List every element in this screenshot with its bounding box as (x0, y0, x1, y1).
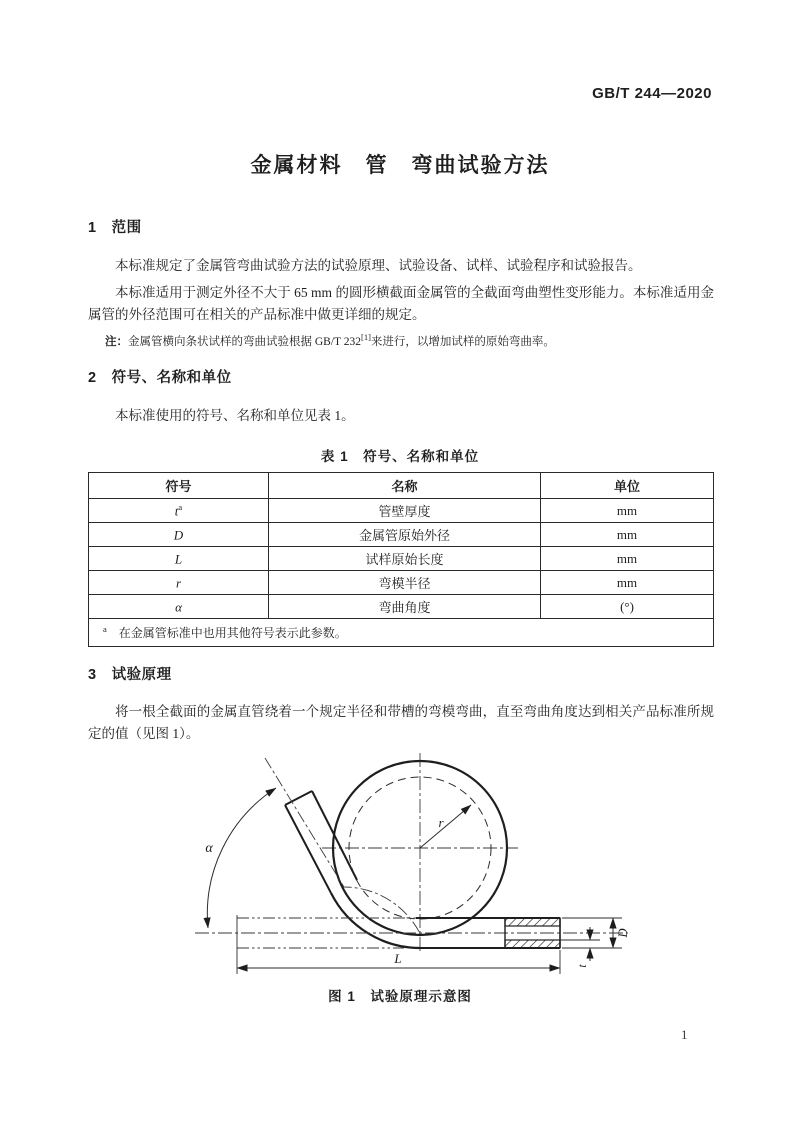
table-row: D 金属管原始外径 mm (89, 523, 714, 547)
table-footnote-row: $^a$ 在金属管标准中也用其他符号表示此参数。 (89, 619, 714, 647)
radius-label: r (438, 815, 444, 830)
col-header-name: 名称 (269, 473, 541, 499)
bend-angle-label: α (205, 841, 213, 856)
standard-code: GB/T 244—2020 (592, 85, 712, 102)
pipe-leg-outer-edge (285, 805, 331, 893)
section-3-paragraph: 将一根全截面的金属直管绕着一个规定半径和带槽的弯模弯曲，直至弯曲角度达到相关产品标准所规定的值（见图 1）。 (88, 704, 714, 741)
table-header-row (89, 473, 714, 499)
table-1-caption: 表 1 符号、名称和单位 (320, 449, 480, 464)
figure-1-bend-test-diagram (0, 745, 800, 985)
pipe-section-top-wall (505, 918, 560, 926)
footnote-marker: a (103, 624, 107, 634)
section-2-paragraph: 本标准使用的符号、名称和单位见表 1。 (115, 408, 355, 423)
table-row: α 弯曲角度 (°) (89, 595, 714, 619)
note-label: 注： (105, 335, 128, 348)
col-header-unit: 单位 (541, 473, 714, 499)
table-row: L 试样原始长度 mm (89, 547, 714, 571)
document-title: 金属材料 管 弯曲试验方法 (250, 154, 550, 177)
section-1-note: 注：金属管横向条状试样的弯曲试验根据 GB/T 232[1]来进行，以增加试样的原始弯曲率。 (105, 332, 555, 348)
page-number: 1 (681, 1027, 688, 1042)
pipe-section-bottom-wall (505, 940, 560, 948)
diameter-label: D (616, 928, 630, 938)
section-2-heading: 2 符号、名称和单位 (88, 370, 232, 386)
radius-arrow (420, 805, 471, 848)
table-row: r 弯模半径 mm (89, 571, 714, 595)
section-3-heading: 3 试验原理 (88, 667, 172, 683)
bibliography-reference: [1] (361, 332, 371, 342)
pipe-bend-outer-arc (331, 893, 420, 948)
pipe-leg-centerline (265, 758, 420, 934)
thickness-label: t (577, 964, 589, 968)
section-1-paragraph-1: 本标准规定了金属管弯曲试验方法的试验原理、试验设备、试样、试验程序和试验报告。 (115, 258, 642, 273)
symbols-table (88, 472, 714, 647)
section-1-heading: 1 范围 (88, 220, 142, 236)
bend-angle-arc (207, 788, 276, 928)
figure-1-caption: 图 1 试验原理示意图 (328, 989, 472, 1004)
table-row: $t^a$ 管壁厚度 mm (89, 499, 714, 523)
section-1-paragraph-2: 本标准适用于测定外径不大于 65 mm 的圆形横截面金属管的全截面弯曲塑性变形能力。本标准适用金属管的外径范围可在相关的产品标准中做更详细的规定。 (88, 285, 714, 322)
col-header-symbol: 符号 (89, 473, 269, 499)
length-label: L (394, 951, 402, 966)
